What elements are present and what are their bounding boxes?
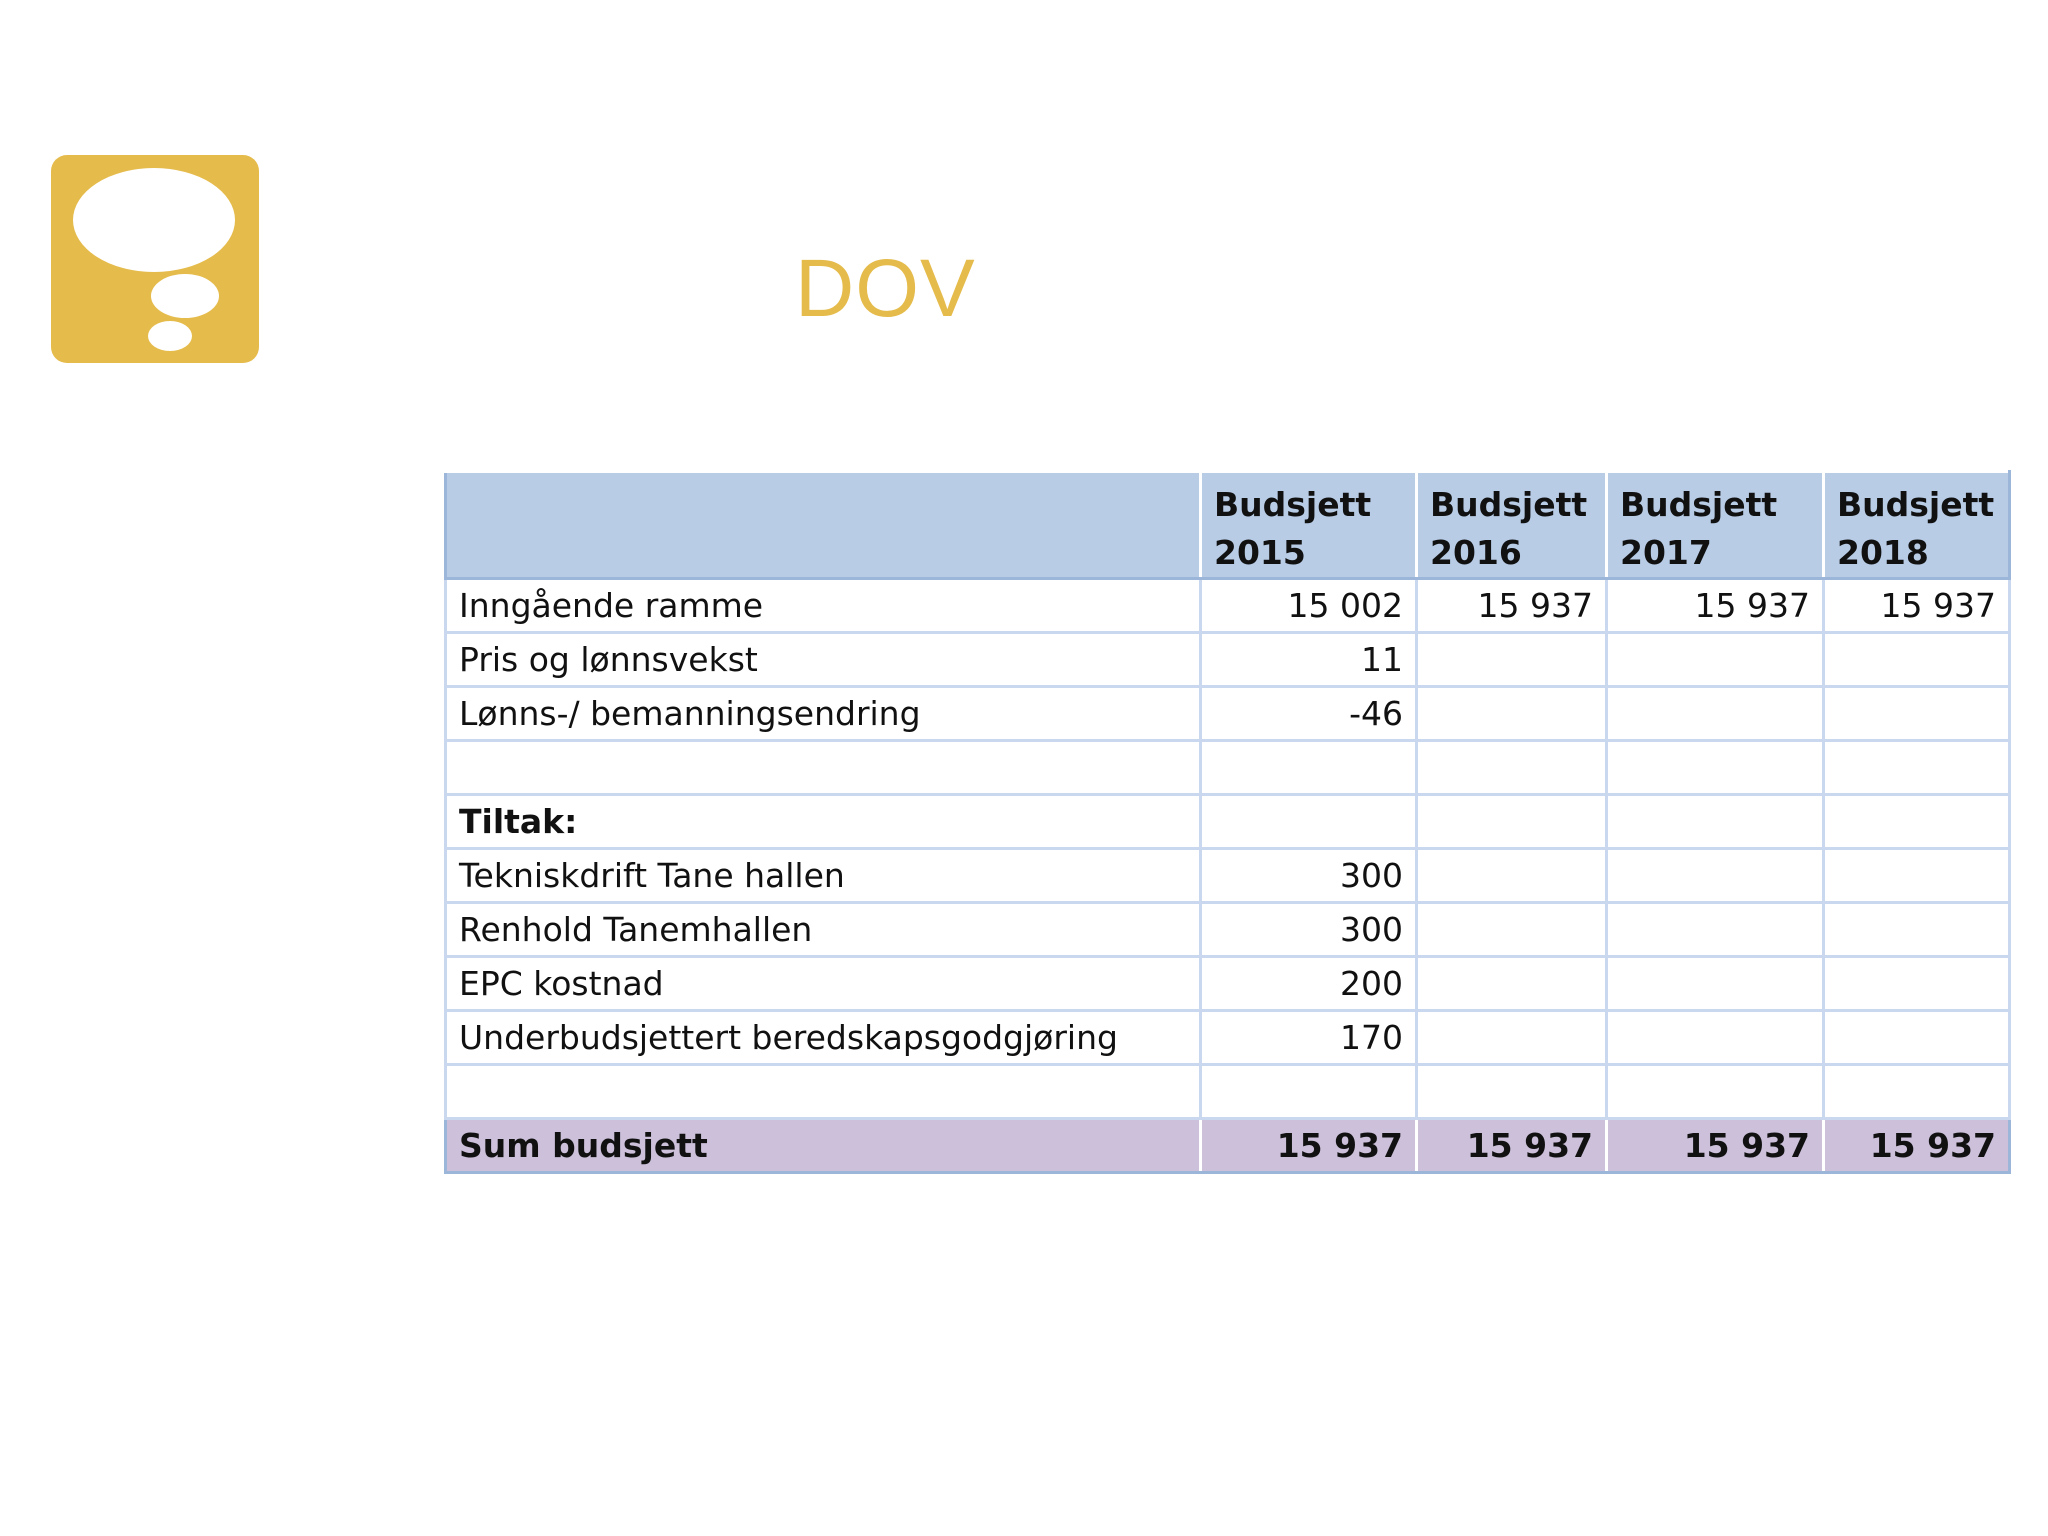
cell-2018 bbox=[1824, 903, 2010, 957]
cell-2017 bbox=[1607, 1011, 1824, 1065]
cell-2018 bbox=[1824, 687, 2010, 741]
sum-2015: 15 937 bbox=[1201, 1119, 1417, 1173]
sum-2018: 15 937 bbox=[1824, 1119, 2010, 1173]
row-label: Lønns-/ bemanningsendring bbox=[446, 687, 1201, 741]
row-label: Renhold Tanemhallen bbox=[446, 903, 1201, 957]
header-empty bbox=[446, 472, 1201, 579]
table-row-sum-budsjett bbox=[446, 1119, 2010, 1173]
cell-2017 bbox=[1607, 795, 1824, 849]
table-row-tekniskdrift bbox=[446, 849, 2010, 903]
cell-2018 bbox=[1824, 957, 2010, 1011]
cell-2015: -46 bbox=[1201, 687, 1417, 741]
header-budsjett-2017: Budsjett 2017 bbox=[1607, 472, 1824, 579]
cell-2018 bbox=[1824, 795, 2010, 849]
row-label bbox=[446, 741, 1201, 795]
cell-2017 bbox=[1607, 903, 1824, 957]
sum-label: Sum budsjett bbox=[446, 1119, 1201, 1173]
cell-2017 bbox=[1607, 1065, 1824, 1119]
cell-2017 bbox=[1607, 741, 1824, 795]
table-row-epc-kostnad bbox=[446, 957, 2010, 1011]
page-title: DOV bbox=[795, 243, 976, 334]
cell-2015 bbox=[1201, 1065, 1417, 1119]
cell-2018: 15 937 bbox=[1824, 579, 2010, 633]
cell-2017: 15 937 bbox=[1607, 579, 1824, 633]
cell-2015: 11 bbox=[1201, 633, 1417, 687]
cell-2016 bbox=[1417, 1011, 1607, 1065]
cell-2016 bbox=[1417, 1065, 1607, 1119]
row-label: EPC kostnad bbox=[446, 957, 1201, 1011]
thought-bubble-logo bbox=[51, 155, 259, 363]
sum-2017: 15 937 bbox=[1607, 1119, 1824, 1173]
cell-2015: 200 bbox=[1201, 957, 1417, 1011]
cell-2016 bbox=[1417, 903, 1607, 957]
cell-2018 bbox=[1824, 1011, 2010, 1065]
row-label: Underbudsjettert beredskapsgodgjøring bbox=[446, 1011, 1201, 1065]
cell-2016 bbox=[1417, 687, 1607, 741]
cell-2015 bbox=[1201, 741, 1417, 795]
row-label: Inngående ramme bbox=[446, 579, 1201, 633]
table-row-empty bbox=[446, 1065, 2010, 1119]
table-row-lonns-bemanningsendring bbox=[446, 687, 2010, 741]
cell-2018 bbox=[1824, 849, 2010, 903]
cell-2015: 300 bbox=[1201, 903, 1417, 957]
budget-table bbox=[444, 470, 2011, 1174]
cell-2016 bbox=[1417, 795, 1607, 849]
cell-2017 bbox=[1607, 633, 1824, 687]
cell-2017 bbox=[1607, 849, 1824, 903]
row-label: Pris og lønnsvekst bbox=[446, 633, 1201, 687]
row-label: Tekniskdrift Tane hallen bbox=[446, 849, 1201, 903]
cell-2015: 300 bbox=[1201, 849, 1417, 903]
cell-2016 bbox=[1417, 849, 1607, 903]
cell-2016 bbox=[1417, 633, 1607, 687]
section-label: Tiltak: bbox=[446, 795, 1201, 849]
cell-2018 bbox=[1824, 1065, 2010, 1119]
cell-2015 bbox=[1201, 795, 1417, 849]
table-header-row bbox=[446, 472, 2010, 579]
cell-2016 bbox=[1417, 741, 1607, 795]
cell-2018 bbox=[1824, 741, 2010, 795]
cell-2015: 170 bbox=[1201, 1011, 1417, 1065]
header-budsjett-2015: Budsjett 2015 bbox=[1201, 472, 1417, 579]
row-label bbox=[446, 1065, 1201, 1119]
cell-2017 bbox=[1607, 957, 1824, 1011]
sum-2016: 15 937 bbox=[1417, 1119, 1607, 1173]
table-row-renhold bbox=[446, 903, 2010, 957]
cell-2017 bbox=[1607, 687, 1824, 741]
cell-2015: 15 002 bbox=[1201, 579, 1417, 633]
cell-2018 bbox=[1824, 633, 2010, 687]
table-row-underbudsjettert bbox=[446, 1011, 2010, 1065]
header-budsjett-2016: Budsjett 2016 bbox=[1417, 472, 1607, 579]
thought-bubble-icon bbox=[51, 155, 259, 363]
cell-2016 bbox=[1417, 957, 1607, 1011]
table-row-pris-og-lonnsvekst bbox=[446, 633, 2010, 687]
header-budsjett-2018: Budsjett 2018 bbox=[1824, 472, 2010, 579]
table-row-empty bbox=[446, 741, 2010, 795]
cell-2016: 15 937 bbox=[1417, 579, 1607, 633]
table-row-inngaende-ramme bbox=[446, 579, 2010, 633]
table-row-tiltak bbox=[446, 795, 2010, 849]
